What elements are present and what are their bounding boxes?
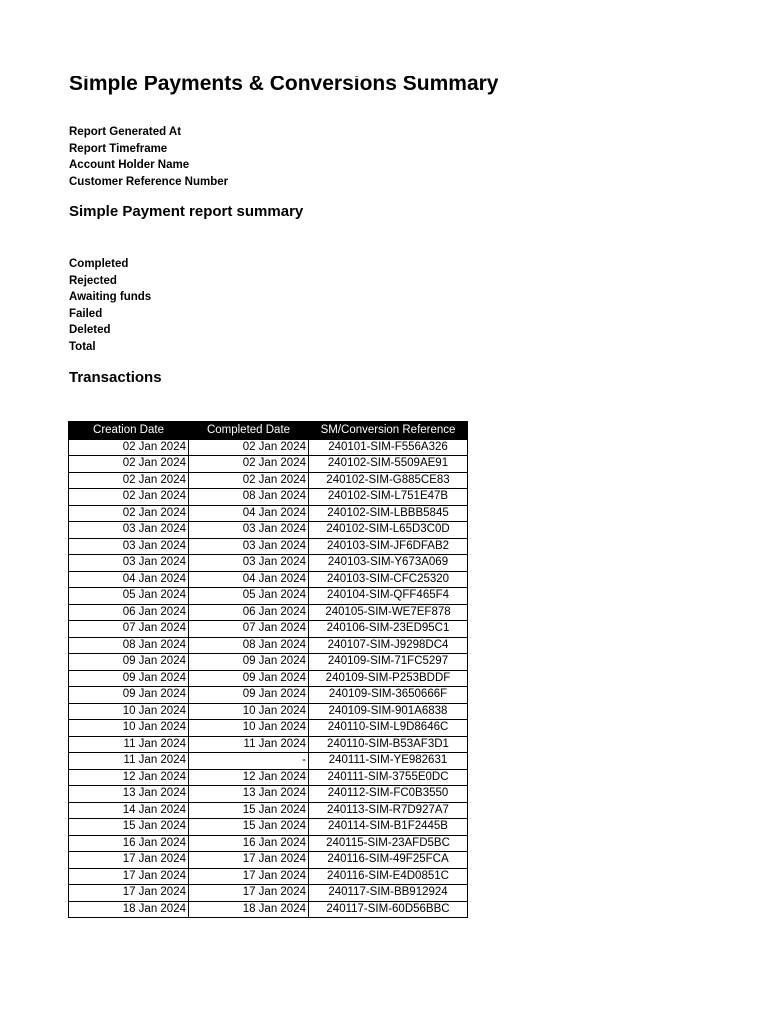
creation-date-cell: 17 Jan 2024 [69,852,189,869]
table-row [69,621,468,638]
reference-cell: 240117-SIM-60D56BBC [309,901,468,918]
completed-date-cell: 06 Jan 2024 [189,604,309,621]
meta-label-customer-reference: Customer Reference Number [69,175,229,188]
reference-cell: 240102-SIM-LBBB5845 [309,505,468,522]
status-total: Total [69,340,96,353]
column-header-completed-date: Completed Date [189,422,309,440]
table-row [69,505,468,522]
completed-date-cell: 15 Jan 2024 [189,802,309,819]
creation-date-cell: 10 Jan 2024 [69,720,189,737]
reference-cell: 240114-SIM-B1F2445B [309,819,468,836]
completed-date-cell: 04 Jan 2024 [189,505,309,522]
creation-date-cell: 02 Jan 2024 [69,456,189,473]
table-row [69,703,468,720]
creation-date-cell: 11 Jan 2024 [69,736,189,753]
table-row [69,753,468,770]
table-row [69,736,468,753]
meta-label-account-holder: Account Holder Name [69,159,190,172]
creation-date-cell: 07 Jan 2024 [69,621,189,638]
creation-date-cell: 10 Jan 2024 [69,703,189,720]
creation-date-cell: 06 Jan 2024 [69,604,189,621]
completed-date-cell: 04 Jan 2024 [189,571,309,588]
completed-date-cell: 08 Jan 2024 [189,637,309,654]
completed-date-cell: 12 Jan 2024 [189,769,309,786]
meta-label-timeframe: Report Timeframe [69,142,168,155]
reference-cell: 240111-SIM-YE982631 [309,753,468,770]
creation-date-cell: 16 Jan 2024 [69,835,189,852]
creation-date-cell: 08 Jan 2024 [69,637,189,654]
creation-date-cell: 03 Jan 2024 [69,522,189,539]
table-row [69,571,468,588]
reference-cell: 240102-SIM-G885CE83 [309,472,468,489]
table-row [69,868,468,885]
completed-date-cell: 03 Jan 2024 [189,555,309,572]
reference-cell: 240109-SIM-71FC5297 [309,654,468,671]
completed-date-cell: 15 Jan 2024 [189,819,309,836]
completed-date-cell: 10 Jan 2024 [189,703,309,720]
table-row [69,472,468,489]
table-row [69,439,468,456]
creation-date-cell: 12 Jan 2024 [69,769,189,786]
report-title-text: Simple Payments & Conversions Summary [69,76,499,95]
reference-cell: 240107-SIM-J9298DC4 [309,637,468,654]
table-row [69,720,468,737]
reference-cell: 240103-SIM-Y673A069 [309,555,468,572]
table-row [69,885,468,902]
reference-cell: 240104-SIM-QFF465F4 [309,588,468,605]
status-list [69,256,151,356]
table-row [69,786,468,803]
creation-date-cell: 02 Jan 2024 [69,439,189,456]
table-row [69,538,468,555]
table-row [69,819,468,836]
transactions-table-body [69,439,468,918]
reference-cell: 240116-SIM-49F25FCA [309,852,468,869]
table-row [69,588,468,605]
table-row [69,604,468,621]
table-row [69,670,468,687]
column-header-creation-date: Creation Date [69,422,189,440]
creation-date-cell: 17 Jan 2024 [69,885,189,902]
reference-cell: 240115-SIM-23AFD5BC [309,835,468,852]
reference-cell: 240103-SIM-CFC25320 [309,571,468,588]
completed-date-cell: 09 Jan 2024 [189,670,309,687]
table-row [69,802,468,819]
reference-cell: 240102-SIM-L751E47B [309,489,468,506]
reference-cell: 240116-SIM-E4D0851C [309,868,468,885]
table-row [69,637,468,654]
completed-date-cell: 17 Jan 2024 [189,852,309,869]
meta-label-generated-at: Report Generated At [69,126,182,138]
table-row [69,555,468,572]
creation-date-cell: 03 Jan 2024 [69,538,189,555]
status-deleted: Deleted [69,324,111,337]
completed-date-cell: 11 Jan 2024 [189,736,309,753]
transactions-heading: Transactions [69,369,162,386]
creation-date-cell: 04 Jan 2024 [69,571,189,588]
status-failed: Failed [69,307,103,320]
report-meta-list [69,124,228,190]
completed-date-cell: 09 Jan 2024 [189,687,309,704]
completed-date-cell: - [189,753,309,770]
creation-date-cell: 13 Jan 2024 [69,786,189,803]
creation-date-cell: 02 Jan 2024 [69,489,189,506]
reference-cell: 240110-SIM-B53AF3D1 [309,736,468,753]
table-row [69,769,468,786]
completed-date-cell: 17 Jan 2024 [189,885,309,902]
column-header-reference: SM/Conversion Reference [309,422,468,440]
table-row [69,901,468,918]
reference-cell: 240109-SIM-3650666F [309,687,468,704]
completed-date-cell: 13 Jan 2024 [189,786,309,803]
completed-date-cell: 18 Jan 2024 [189,901,309,918]
creation-date-cell: 11 Jan 2024 [69,753,189,770]
completed-date-cell: 02 Jan 2024 [189,472,309,489]
status-rejected: Rejected [69,274,117,287]
reference-cell: 240109-SIM-P253BDDF [309,670,468,687]
table-row [69,522,468,539]
completed-date-cell: 10 Jan 2024 [189,720,309,737]
creation-date-cell: 09 Jan 2024 [69,654,189,671]
reference-cell: 240105-SIM-WE7EF878 [309,604,468,621]
creation-date-cell: 18 Jan 2024 [69,901,189,918]
status-awaiting-funds: Awaiting funds [69,291,152,304]
status-completed: Completed [69,258,129,270]
completed-date-cell: 09 Jan 2024 [189,654,309,671]
creation-date-cell: 02 Jan 2024 [69,472,189,489]
creation-date-cell: 02 Jan 2024 [69,505,189,522]
completed-date-cell: 03 Jan 2024 [189,538,309,555]
reference-cell: 240101-SIM-F556A326 [309,439,468,456]
reference-cell: 240111-SIM-3755E0DC [309,769,468,786]
creation-date-cell: 09 Jan 2024 [69,670,189,687]
completed-date-cell: 08 Jan 2024 [189,489,309,506]
reference-cell: 240103-SIM-JF6DFAB2 [309,538,468,555]
creation-date-cell: 05 Jan 2024 [69,588,189,605]
reference-cell: 240109-SIM-901A6838 [309,703,468,720]
reference-cell: 240113-SIM-R7D927A7 [309,802,468,819]
reference-cell: 240112-SIM-FC0B3550 [309,786,468,803]
creation-date-cell: 03 Jan 2024 [69,555,189,572]
completed-date-cell: 07 Jan 2024 [189,621,309,638]
completed-date-cell: 02 Jan 2024 [189,456,309,473]
reference-cell: 240102-SIM-5509AE91 [309,456,468,473]
table-row [69,489,468,506]
creation-date-cell: 14 Jan 2024 [69,802,189,819]
completed-date-cell: 02 Jan 2024 [189,439,309,456]
reference-cell: 240117-SIM-BB912924 [309,885,468,902]
table-row [69,852,468,869]
report-title [69,76,499,104]
table-row [69,456,468,473]
reference-cell: 240110-SIM-L9D8646C [309,720,468,737]
table-row [69,654,468,671]
transactions-table [68,421,468,918]
creation-date-cell: 17 Jan 2024 [69,868,189,885]
completed-date-cell: 03 Jan 2024 [189,522,309,539]
table-row [69,835,468,852]
transactions-table-header [69,422,468,440]
creation-date-cell: 09 Jan 2024 [69,687,189,704]
reference-cell: 240102-SIM-L65D3C0D [309,522,468,539]
completed-date-cell: 17 Jan 2024 [189,868,309,885]
header-row [69,422,468,440]
summary-heading: Simple Payment report summary [69,203,304,220]
completed-date-cell: 05 Jan 2024 [189,588,309,605]
table-row [69,687,468,704]
reference-cell: 240106-SIM-23ED95C1 [309,621,468,638]
creation-date-cell: 15 Jan 2024 [69,819,189,836]
completed-date-cell: 16 Jan 2024 [189,835,309,852]
